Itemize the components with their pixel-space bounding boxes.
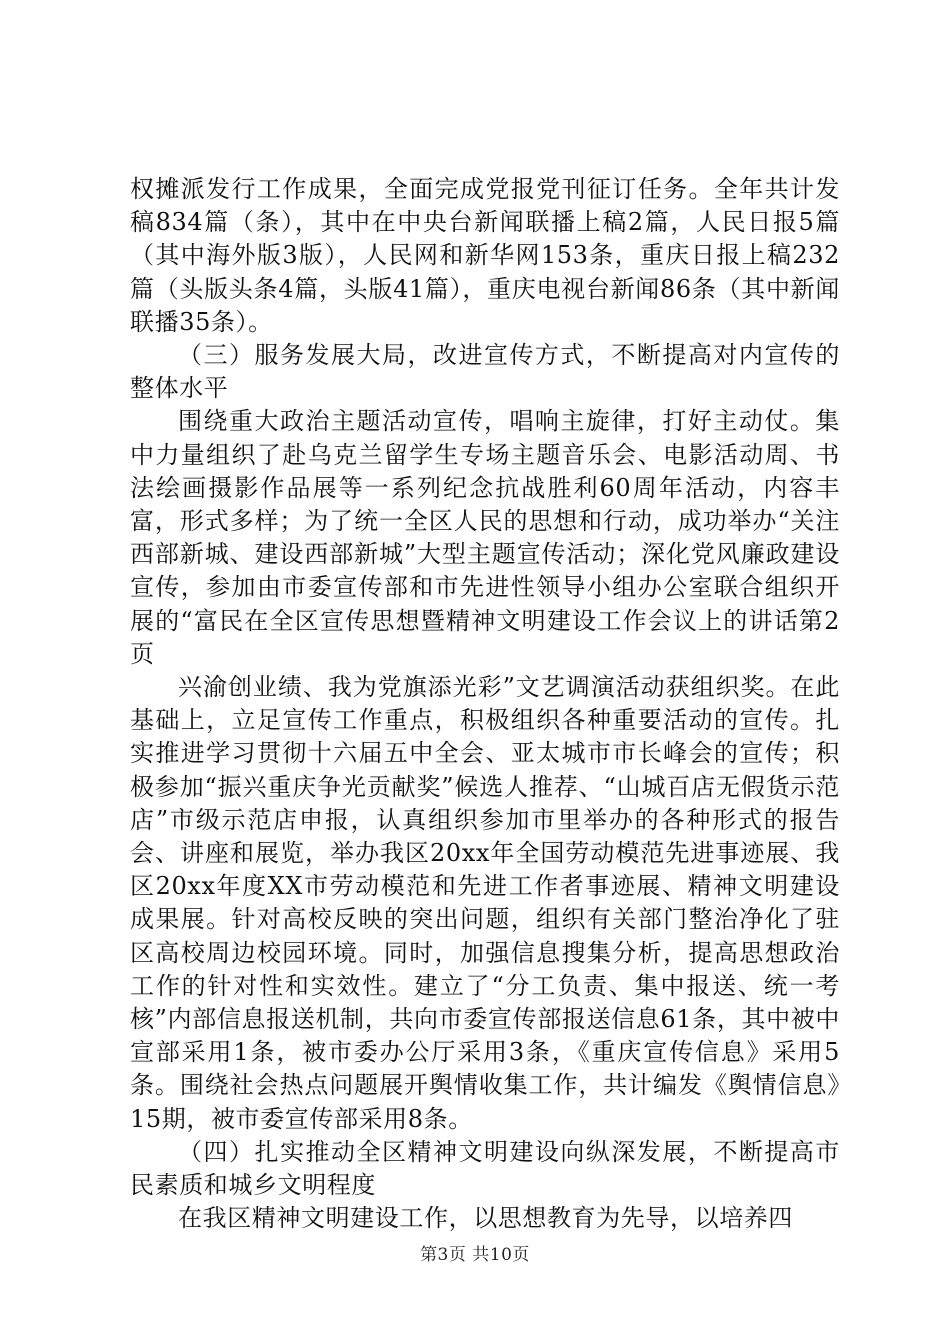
paragraph-4: 在我区精神文明建设工作，以思想教育为先导，以培养四 xyxy=(178,1204,793,1233)
paragraph-3: 兴渝创业绩、我为党旗添光彩”文艺调演活动获组织奖。在此基础上，立足宣传工作重点，积极组织各种重要活动的宣传。扎实推进学习贯彻十六届五中全会、亚太城市市长峰会的宣传；积极参加“振兴重庆争光贡献奖”候选人推荐、“山城百店无假货示范店”市级示范店申报，认真组织参加市里举办的各种形式的报告会、讲座和展览，举办我区20xx年全国劳动模范先进事迹展、我区20xx年度XX市劳动模范和先进工作者事迹展、精神文明建设成果展。针对高校反映的突出问题，组织有关部门整治净化了驻区高校周边校园环境。同时，加强信息搜集分析，提高思想政治工作的针对性和实效性。建立了“分工负责、集中报送、统一考核”内部信息报送机制，共向市委宣传部报送信息61条，其中被中宣部采用1条，被市委办公厅采用3条，《重庆宣传信息》采用5条。围绕社会热点问题展开舆情收集工作，共计编发《舆情信息》15期，被市委宣传部采用8条。 xyxy=(130,673,840,1133)
page-footer: 第3页 共10页 xyxy=(420,1245,530,1265)
document-body xyxy=(130,173,840,1236)
paragraph-2: 围绕重大政治主题活动宣传，唱响主旋律，打好主动仗。集中力量组织了赴乌克兰留学生专场主题音乐会、电影活动周、书法绘画摄影作品展等一系列纪念抗战胜利60周年活动，内容丰富，形式多样；为了统一全区人民的思想和行动，成功举办“关注西部新城、建设西部新城”大型主题宣传活动；深化党风廉政建设宣传，参加由市委宣传部和市先进性领导小组办公室联合组织开展的“富民在全区宣传思想暨精神文明建设工作会议上的讲话第2页 xyxy=(130,407,840,668)
paragraph-1: 权摊派发行工作成果，全面完成党报党刊征订任务。全年共计发稿834篇（条），其中在中央台新闻联播上稿2篇，人民日报5篇（其中海外版3版），人民网和新华网153条，重庆日报上稿232篇（头版头条4篇，头版41篇），重庆电视台新闻86条（其中新闻联播35条）。 xyxy=(130,175,840,336)
section-heading-3: （三）服务发展大局，改进宣传方式，不断提高对内宣传的整体水平 xyxy=(130,341,840,403)
section-heading-4: （四）扎实推动全区精神文明建设向纵深发展，不断提高市民素质和城乡文明程度 xyxy=(130,1137,840,1200)
